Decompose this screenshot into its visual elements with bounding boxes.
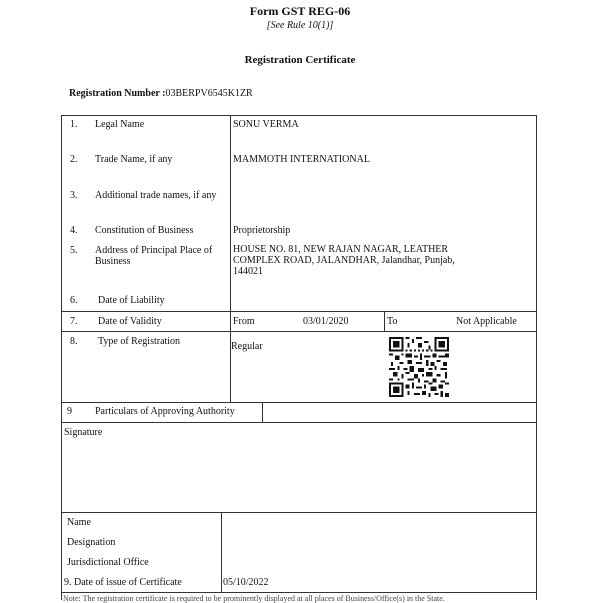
row-label: Date of Liability bbox=[98, 295, 165, 306]
row-number: 4. bbox=[70, 225, 78, 236]
grid-line bbox=[61, 422, 536, 423]
row-number: 7. bbox=[70, 316, 78, 327]
name-label: Name bbox=[67, 517, 91, 528]
trade-name-value: MAMMOTH INTERNATIONAL bbox=[233, 154, 370, 165]
row-label: Date of Validity bbox=[98, 316, 162, 327]
row-label: Particulars of Approving Authority bbox=[95, 406, 235, 417]
grid-line bbox=[536, 115, 537, 600]
registration-number-value: 03BERPV6545K1ZR bbox=[165, 88, 253, 99]
grid-line bbox=[61, 115, 536, 116]
row-number: 3. bbox=[70, 190, 78, 201]
grid-line bbox=[384, 311, 385, 331]
grid-line bbox=[262, 402, 263, 422]
registration-number-label: Registration Number : bbox=[69, 88, 166, 99]
grid-line bbox=[61, 512, 536, 513]
row-number: 1. bbox=[70, 119, 78, 130]
qr-code-icon bbox=[389, 337, 449, 397]
row-number: 5. bbox=[70, 245, 78, 256]
grid-line bbox=[61, 402, 536, 403]
form-title: Form GST REG-06 bbox=[249, 4, 351, 18]
jurisdictional-office-label: Jurisdictional Office bbox=[67, 557, 149, 568]
certificate-title: Registration Certificate bbox=[244, 54, 356, 66]
row-number: 9 bbox=[67, 406, 72, 417]
validity-from-label: From bbox=[233, 316, 255, 327]
row-label: Constitution of Business bbox=[95, 225, 194, 236]
row-label: Legal Name bbox=[95, 119, 145, 130]
signature-label: Signature bbox=[64, 427, 103, 438]
issue-date-value: 05/10/2022 bbox=[223, 577, 269, 588]
legal-name-value: SONU VERMA bbox=[233, 119, 299, 130]
grid-line bbox=[230, 115, 231, 402]
address-value: HOUSE NO. 81, NEW RAJAN NAGAR, LEATHER COMPLEX ROAD, JALANDHAR, Jalandhar, Punjab, 144021 bbox=[233, 244, 455, 277]
grid-line bbox=[61, 115, 62, 600]
rule-reference: [See Rule 10(1)] bbox=[266, 20, 334, 31]
grid-line bbox=[221, 512, 222, 592]
footer-note: Note: The registration certificate is required to be prominently displayed at all places of Business/Office(s) in the State. bbox=[63, 594, 445, 603]
validity-from-value: 03/01/2020 bbox=[303, 316, 349, 327]
registration-number-line bbox=[69, 88, 253, 99]
validity-to-label: To bbox=[387, 316, 398, 327]
row-label: Type of Registration bbox=[98, 336, 181, 347]
validity-to-value: Not Applicable bbox=[456, 316, 517, 327]
designation-label: Designation bbox=[67, 537, 116, 548]
row-number: 6. bbox=[70, 295, 78, 306]
row-label: Additional trade names, if any bbox=[95, 190, 217, 201]
row-label: Trade Name, if any bbox=[95, 154, 173, 165]
grid-line bbox=[61, 592, 536, 593]
registration-type-value: Regular bbox=[231, 341, 263, 352]
issue-date-label: 9. Date of issue of Certificate bbox=[64, 577, 182, 588]
row-number: 8. bbox=[70, 336, 78, 347]
row-label: Address of Principal Place of Business bbox=[95, 245, 213, 267]
constitution-value: Proprietorship bbox=[233, 225, 291, 236]
grid-line bbox=[61, 311, 536, 312]
grid-line bbox=[61, 331, 536, 332]
row-number: 2. bbox=[70, 154, 78, 165]
